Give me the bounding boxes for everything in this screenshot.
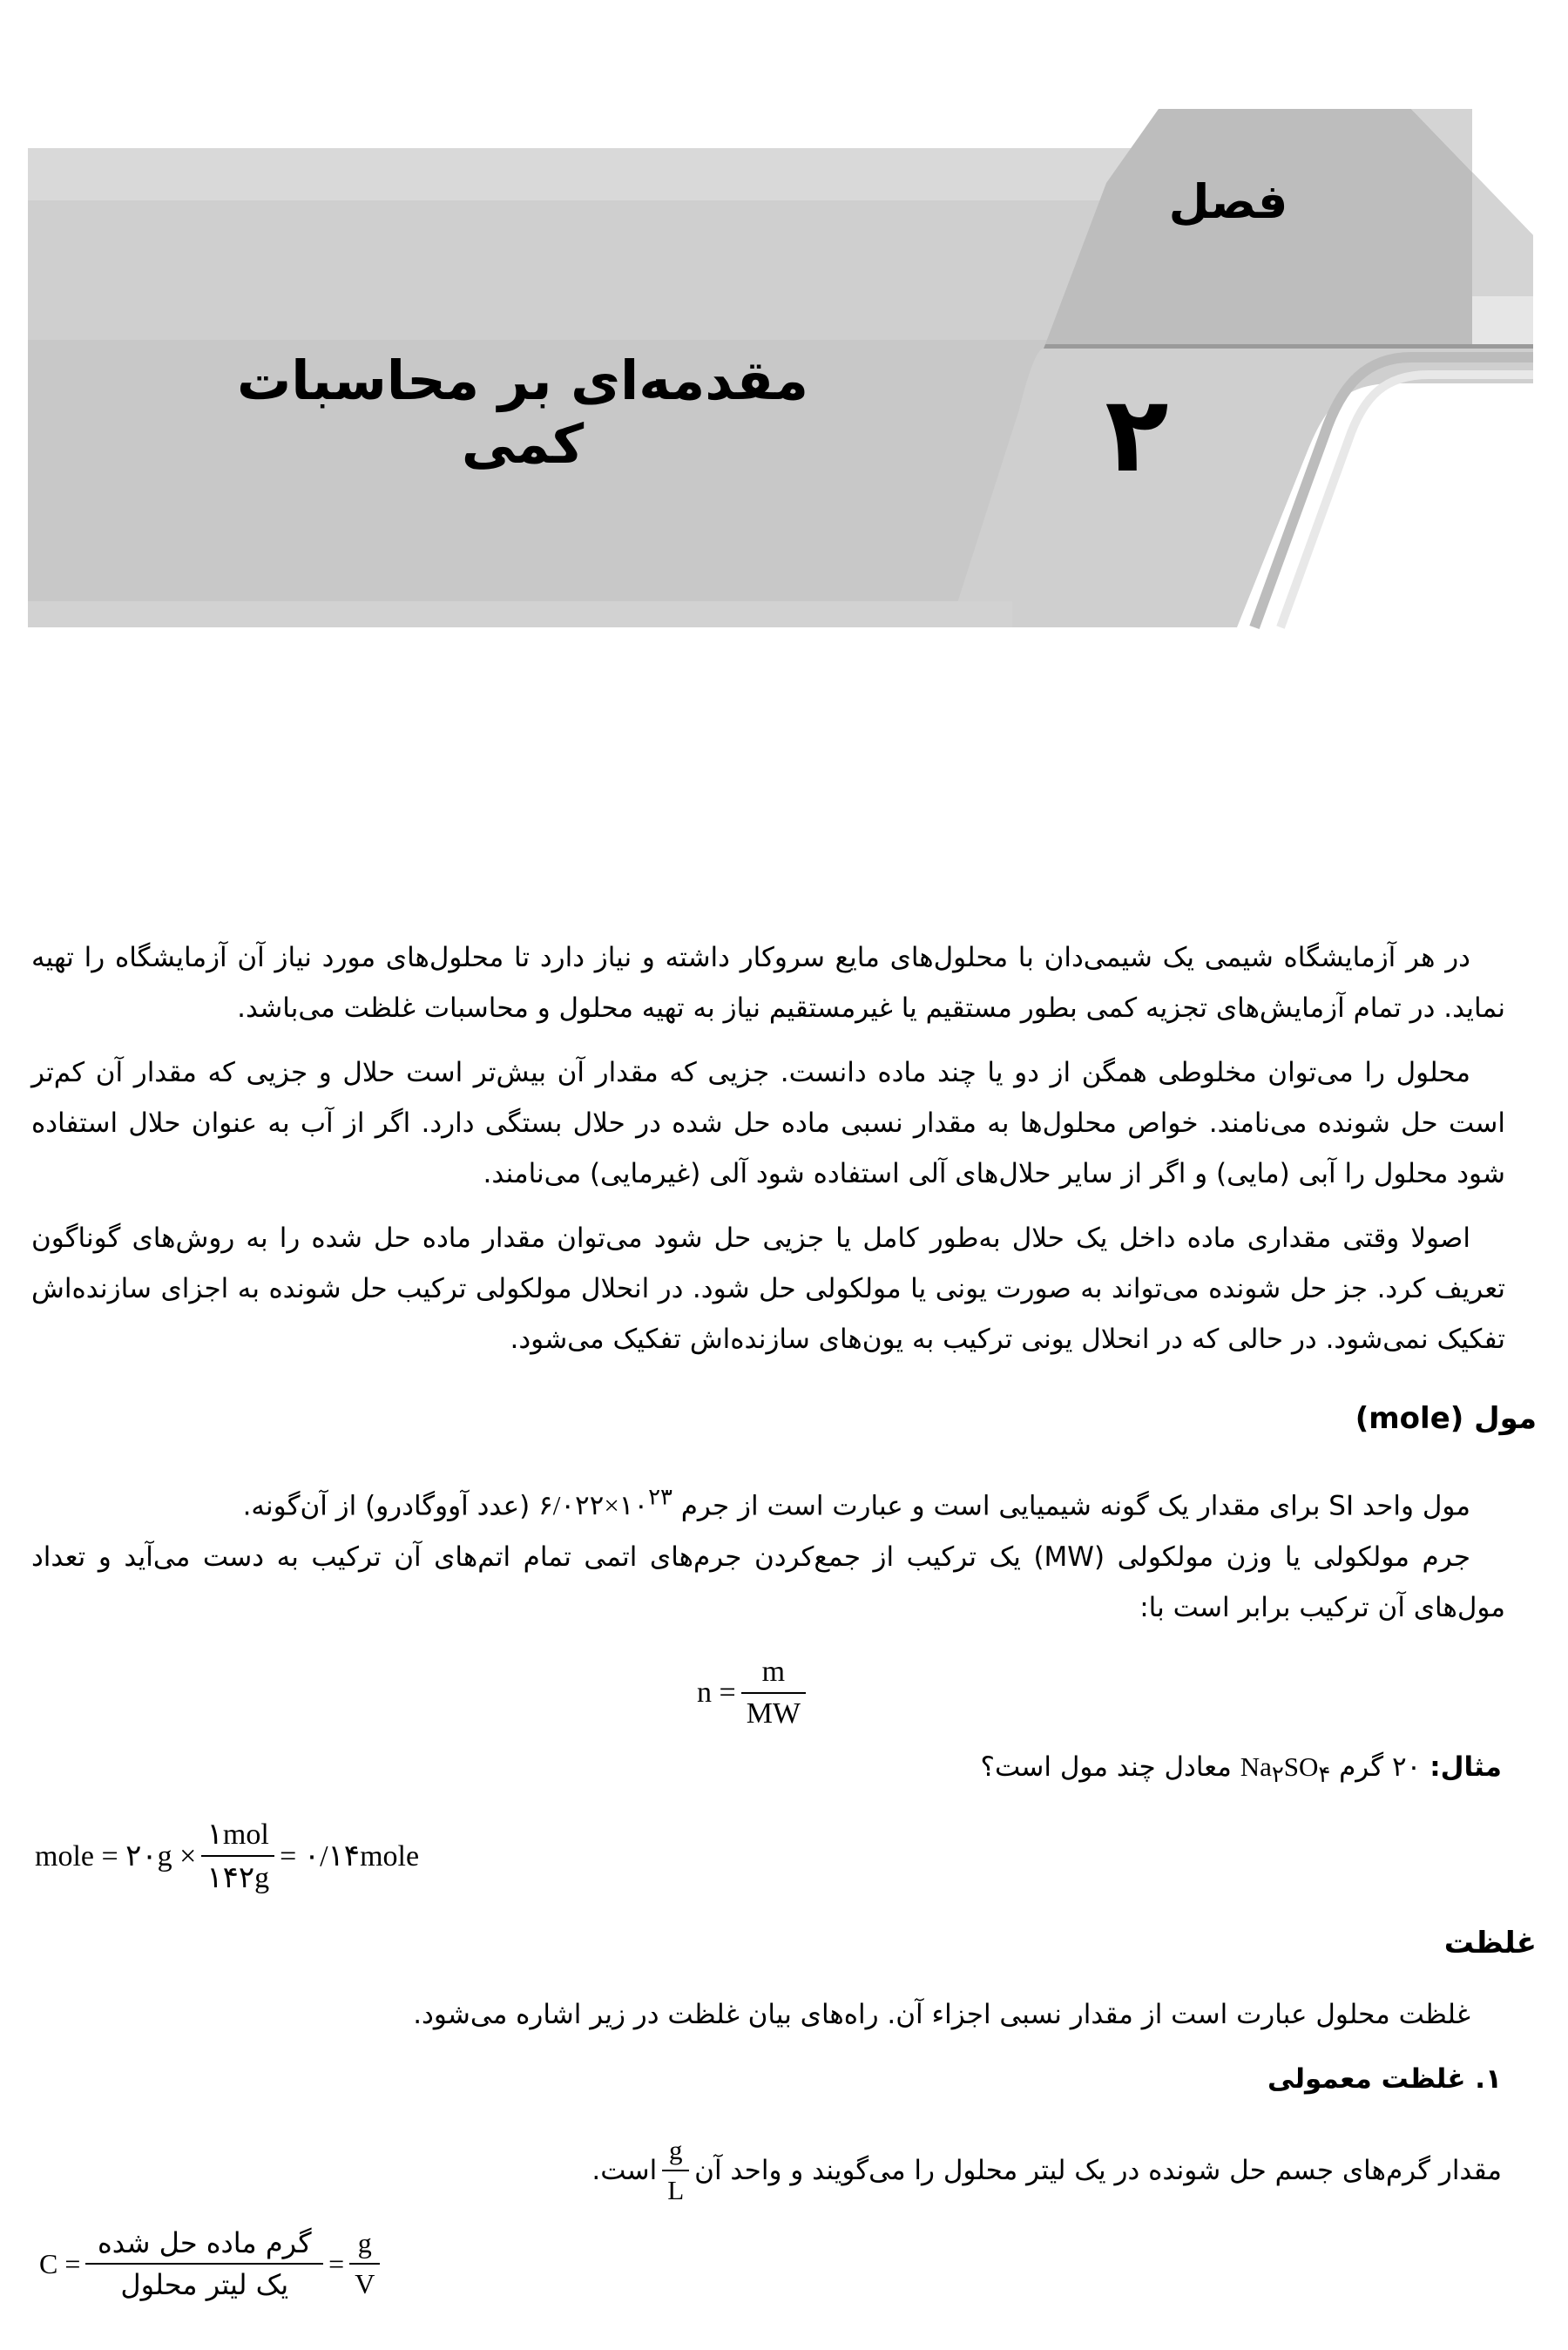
formula-numerator: m [761, 1656, 786, 1688]
chapter-number: ۲ [1105, 375, 1169, 496]
solution-paragraph [31, 1047, 1505, 1199]
chapter-label: فصل [1168, 174, 1288, 229]
paragraph-text: غلظت محلول عبارت است از مقدار نسبی اجزاء آن. راه‌های بیان غلظت در زیر اشاره می‌شود. [413, 1999, 1470, 2030]
mole-formula: n = $\frac{m}{MW}$ [697, 1656, 811, 1730]
example-line: مثال: ۲۰ گرم $Na_۲SO_۴$ معادل چند مول است؟ [980, 1751, 1502, 1788]
concentration-paragraph [31, 1989, 1505, 2040]
paragraph-text: جرم مولکولی یا وزن مولکولی (MW) یک ترکیب از جمع‌کردن جرم‌های اتمی تمام اتم‌های آن ترکیب به دست می‌آید و تعداد مول‌های آن ترکیب برابر است با: [31, 1541, 1505, 1623]
intro-paragraph [31, 932, 1505, 1033]
avogadro-number: $۶/۰۲۲\times ۱۰^{۲۳}$ [538, 1485, 672, 1521]
paragraph-text: در هر آزمایشگاه شیمی یک شیمی‌دان با محلول‌های مایع سروکار داشته و نیاز دارد تا محلول‌های مورد نیاز آن آزمایشگاه را تهیه نماید. در تمام آزمایش‌های تجزیه کمی بطور مستقیم یا غیرمستقیم نیاز به تهیه محلول و محاسبات غلظت می‌باشد. [31, 942, 1505, 1024]
paragraph-text: محلول را می‌توان مخلوطی همگن از دو یا چند ماده دانست. جزیی که مقدار آن بیش‌تر است حلال و جزیی که مقدار آن کم‌تر است حل شونده می‌نامند. خواص محلول‌ها به مقدار نسبی ماده حل شده در حلال بستگی دارد. اگر از آب به عنوان حلال استفاده شود محلول را آبی (مایی) و اگر از سایر حلال‌های آلی استفاده شود آلی (غیرمایی) می‌نامند. [31, 1057, 1505, 1189]
dissolution-paragraph [31, 1213, 1505, 1365]
normal-concentration-subheading: ۱. غلظت معمولی [1267, 2063, 1502, 2095]
example-calculation: mole = ۲۰g × $\frac{\text{۱mol}}{۱۴۲g}$ = ۰/۱۴mole [35, 1818, 420, 1894]
mole-definition-paragraph [31, 1473, 1505, 1531]
concentration-formula: C = $\frac{\text{گرم ماده حل شده}}{\text{یک لیتر محلول}}$ = $\frac{g}{V}$ [39, 2226, 385, 2301]
unit-fraction: $\frac{g}{L}$ [662, 2135, 689, 2206]
compound-formula: $Na_۲SO_۴$ [1240, 1751, 1331, 1788]
normal-concentration-paragraph: مقدار گرم‌های جسم حل شونده در یک لیتر محلول را می‌گویند و واحد آن $\frac{g}{L}$ است. [591, 2135, 1502, 2205]
chapter-banner [0, 0, 1568, 662]
paragraph-text: مول واحد SI برای مقدار یک گونه شیمیایی است و عبارت است از جرم [680, 1490, 1470, 1522]
molar-mass-paragraph [31, 1532, 1505, 1633]
paragraph-text: (عدد آووگادرو) از آن‌گونه. [242, 1490, 531, 1522]
mole-heading: مول (mole) [1355, 1401, 1537, 1436]
formula-denominator: MW [741, 1692, 806, 1730]
paragraph-text: اصولا وقتی مقداری ماده داخل یک حلال به‌طور کامل یا جزیی حل شود می‌توان مقدار ماده حل شده را به روش‌های گوناگون تعریف کرد. جز حل شونده می‌تواند به صورت یونی یا مولکولی حل شود. در انحلال مولکولی ترکیب حل شونده به اجزای سازنده‌اش تفکیک نمی‌شود. در حالی که در انحلال یونی ترکیب به یون‌های سازنده‌اش تفکیک می‌شود. [31, 1222, 1505, 1355]
example-label: مثال: [1429, 1751, 1502, 1783]
chapter-title: مقدمه‌ای بر محاسبات کمی [236, 349, 809, 476]
concentration-heading: غلظت [1443, 1926, 1537, 1961]
